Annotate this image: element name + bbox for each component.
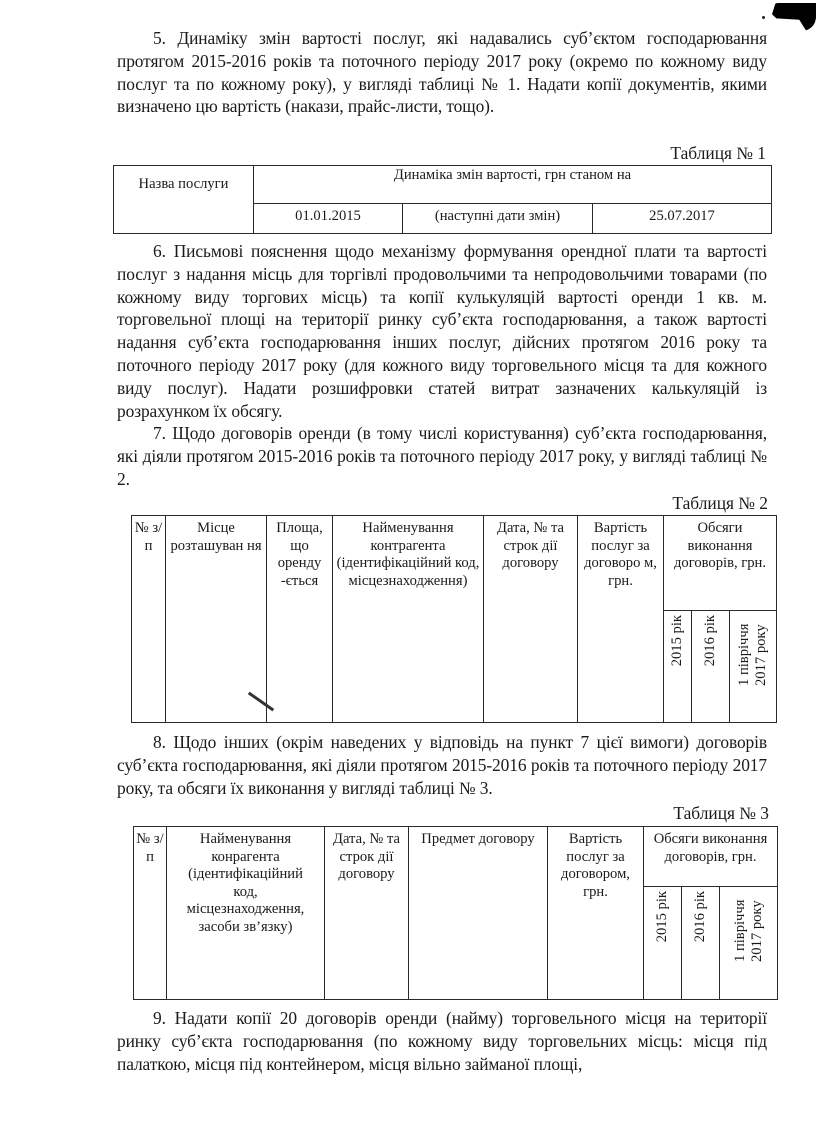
table-3-header-service-cost: Вартість послуг за договором, грн. xyxy=(548,827,644,1000)
section-5-paragraph xyxy=(117,27,767,118)
table-1-date-end: 25.07.2017 xyxy=(593,204,772,234)
table-3-header-counterparty: Найменування конрагента (ідентифікаційний код, місцезнаходження, засоби зв’язку) xyxy=(167,827,325,1000)
scan-corner-artifact xyxy=(772,3,816,31)
section-7-paragraph xyxy=(117,422,767,490)
section-7-text: 7. Щодо договорів оренди (в тому числі користування) суб’єкта господарювання, які діяли протягом 2015-2016 років та поточного періоду 2017 року, у вигляді таблиці № 2. xyxy=(117,423,767,489)
table-2-header-location: Місце розташуван ня xyxy=(166,516,267,723)
table-2-header-service-cost: Вартість послуг за договоро м, грн. xyxy=(578,516,664,723)
table-3-header-volumes: Обсяги виконання договорів, грн. xyxy=(644,827,778,887)
section-9-text: 9. Надати копії 20 договорів оренди (найму) торговельного місця на території ринку суб’єкта господарювання (по кожному виду торговельних місць: місця під палаткою, місця під контейнером, місця вільно займаної площі, xyxy=(117,1008,767,1074)
table-1-date-start: 01.01.2015 xyxy=(254,204,403,234)
table-3 xyxy=(133,826,778,1000)
table-3-sub-2015: 2015 рік xyxy=(644,887,682,1000)
table-2-caption: Таблиця № 2 xyxy=(672,493,768,513)
table-2-header-counterparty: Найменування контрагента (ідентифікаційний код, місцезнаходження) xyxy=(333,516,484,723)
table-3-header-contract-date: Дата, № та строк дії договору xyxy=(325,827,409,1000)
table-2-sub-2015: 2015 рік xyxy=(664,611,692,723)
table-3-header-number: № з/п xyxy=(134,827,167,1000)
section-8-text: 8. Щодо інших (окрім наведених у відповідь на пункт 7 цієї вимоги) договорів суб’єкта господарювання, які діяли протягом 2015-2016 років та поточного періоду 2017 року, та обсяги їх виконання у вигляді таблиці № 3. xyxy=(117,732,767,798)
table-2-header-contract-date: Дата, № та строк дії договору xyxy=(484,516,578,723)
scan-speck xyxy=(762,16,765,19)
section-9-paragraph xyxy=(117,1007,767,1075)
section-8-paragraph xyxy=(117,731,767,799)
table-3-sub-2016: 2016 рік xyxy=(682,887,720,1000)
table-3-sub-h1-2017: 1 півріччя 2017 року xyxy=(720,887,778,1000)
table-2-header-volumes: Обсяги виконання договорів, грн. xyxy=(664,516,777,611)
table-2 xyxy=(131,515,777,723)
table-2-header-number: № з/п xyxy=(132,516,166,723)
table-1 xyxy=(113,165,772,234)
section-6-text: 6. Письмові пояснення щодо механізму формування орендної плати та вартості послуг з надання місць для торгівлі продовольчими та непродовольчими товарами (по кожному виду торгових місць) та копії кулькуляцій вартості оренди 1 кв. м. торговельної площі на території ринку суб’єкта господарювання, а також вартості надання суб’єкта господарювання інших послуг, дійсних протягом 2016 року та поточного періоду 2017 року (для кожного виду торговельного місця та для кожного виду послуг). Надати розшифровки статей витрат зазначених калькуляцій із розрахунком їх обсягу. xyxy=(117,241,767,421)
table-3-header-subject: Предмет договору xyxy=(409,827,548,1000)
table-1-caption: Таблиця № 1 xyxy=(670,143,766,163)
section-6-paragraph xyxy=(117,240,767,422)
table-2-header-area: Площа, що оренду -ється xyxy=(267,516,333,723)
table-1-header-service: Назва послуги xyxy=(114,166,254,234)
table-2-sub-h1-2017: 1 півріччя 2017 року xyxy=(730,611,777,723)
table-3-caption: Таблиця № 3 xyxy=(673,803,769,823)
table-2-sub-2016: 2016 рік xyxy=(692,611,730,723)
section-5-text: 5. Динаміку змін вартості послуг, які надавались суб’єктом господарювання протягом 2015-2016 років та поточного періоду 2017 року (окремо по кожному виду послуг та по кожному року), у вигляді таблиці № 1. Надати копії документів, якими визначено цю вартість (накази, прайс-листи, тощо). xyxy=(117,28,767,117)
table-1-date-next: (наступні дати змін) xyxy=(403,204,593,234)
table-1-header-dynamics: Динаміка змін вартості, грн станом на xyxy=(254,166,772,204)
